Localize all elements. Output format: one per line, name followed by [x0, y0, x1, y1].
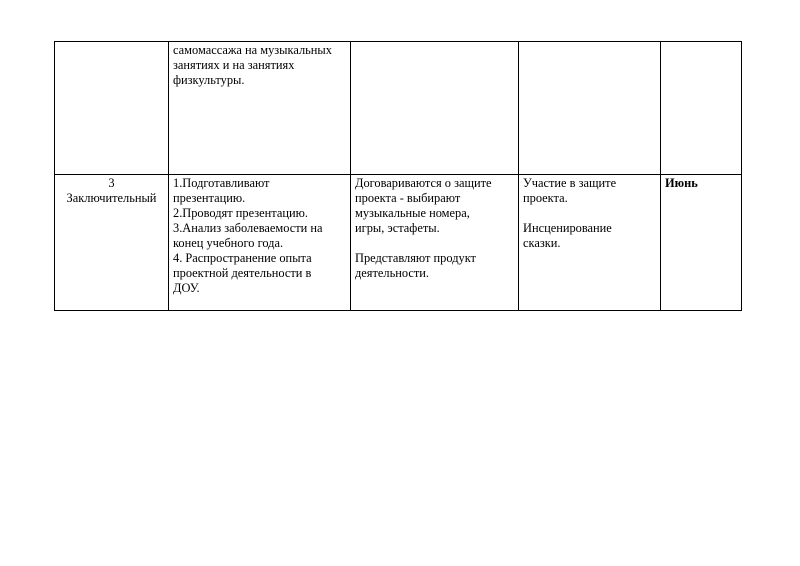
cell-text-line: проектной деятельности в — [173, 266, 312, 280]
cell-text-line: проекта - выбирают — [355, 191, 461, 205]
cell-text-line: проекта. — [523, 191, 568, 205]
cell-text-line: самомассажа на музыкальных — [173, 43, 332, 57]
cell-text-line: конец учебного года. — [173, 236, 284, 250]
cell-text-line: презентацию. — [173, 191, 246, 205]
paragraph-gap — [355, 236, 514, 251]
stage-number: 3 — [108, 176, 115, 190]
cell-text-line: 2.Проводят презентацию. — [173, 206, 308, 220]
paragraph-gap — [523, 206, 656, 221]
stage-name: Заключительный — [66, 191, 157, 205]
cell-text-line: музыкальные номера, — [355, 206, 470, 220]
cell-text-line: Инсценирование — [523, 221, 612, 235]
cell-text-line: занятиях и на занятиях — [173, 58, 295, 72]
cell-text-line: игры, эстафеты. — [355, 221, 440, 235]
table-row — [55, 175, 742, 311]
stage-cell — [55, 175, 169, 311]
cell-text-line: Представляют продукт — [355, 251, 476, 265]
cell-text-line: сказки. — [523, 236, 561, 250]
stage-cell — [55, 42, 169, 175]
cell-text-line: Договариваются о защите — [355, 176, 492, 190]
cell-text-line: физкультуры. — [173, 73, 245, 87]
parents-activity-cell — [519, 42, 661, 175]
term-cell — [661, 42, 742, 175]
table-row — [55, 42, 742, 175]
cell-text-line: Участие в защите — [523, 176, 617, 190]
term-cell: Июнь — [661, 175, 742, 311]
parents-activity-cell — [519, 175, 661, 311]
teacher-activity-cell — [169, 42, 351, 175]
project-plan-table — [54, 41, 742, 311]
cell-text-line: ДОУ. — [173, 281, 200, 295]
cell-text-line: 3.Анализ заболеваемости на — [173, 221, 323, 235]
children-activity-cell — [351, 42, 519, 175]
cell-text-line: 4. Распространение опыта — [173, 251, 312, 265]
cell-text-line: 1.Подготавливают — [173, 176, 270, 190]
cell-text-line: деятельности. — [355, 266, 430, 280]
children-activity-cell — [351, 175, 519, 311]
teacher-activity-cell — [169, 175, 351, 311]
